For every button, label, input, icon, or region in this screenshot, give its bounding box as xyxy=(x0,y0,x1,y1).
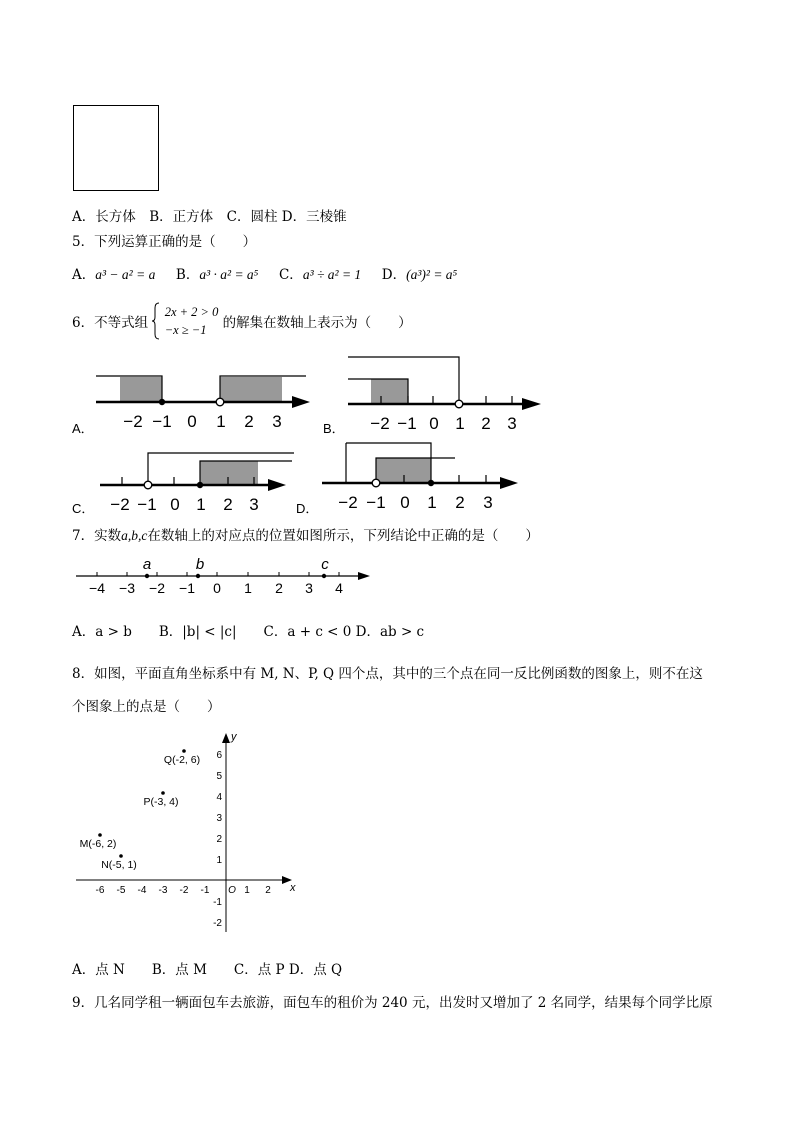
q5-c-expr: a³ ÷ a² = 1 xyxy=(302,267,362,282)
x-tick-label: -5 xyxy=(116,885,126,896)
y-tick-label: 5 xyxy=(216,771,222,782)
y-tick-label: 2 xyxy=(216,834,222,845)
x-tick-label: -6 xyxy=(95,885,105,896)
q5-b-expr: a³ · a² = a⁵ xyxy=(199,267,259,282)
x-tick-label: -1 xyxy=(200,885,210,896)
q5-d-expr: (a³)² = a⁵ xyxy=(406,267,458,282)
x-tick-label: 1 xyxy=(244,885,250,896)
y-tick-label: 4 xyxy=(216,792,222,803)
y-axis-label: y xyxy=(231,731,237,743)
tick-label: −1 xyxy=(179,580,195,596)
q5-stem: 5．下列运算正确的是（ ） xyxy=(72,234,257,250)
tick-label: 3 xyxy=(249,495,259,514)
q6-label-d: D． xyxy=(296,501,319,516)
y-tick-label: 1 xyxy=(216,855,222,866)
point-label: P(-3, 4) xyxy=(143,796,179,808)
q5-b-label: B． xyxy=(175,267,200,283)
y-tick-label: -2 xyxy=(213,918,222,929)
q5-a-label: A． xyxy=(72,267,96,283)
q5-d-label: D． xyxy=(381,267,407,283)
tick-label: 1 xyxy=(427,493,437,512)
tick-label: 4 xyxy=(335,580,343,596)
q6-label-a: A． xyxy=(72,421,94,436)
tick-label: −2 xyxy=(123,412,143,431)
x-tick-label: -2 xyxy=(179,885,189,896)
tick-label: 3 xyxy=(507,414,517,433)
tick-label: 0 xyxy=(213,580,221,596)
q6-label-b: B． xyxy=(323,421,345,436)
data-point xyxy=(119,854,123,858)
q8-options: A．点 N B．点 M C．点 P D．点 Q xyxy=(72,962,343,978)
tick-label: 1 xyxy=(216,412,226,431)
q7-options: A．a > b B．|b| < |c| C．a + c < 0 D．ab > c xyxy=(72,624,425,640)
tick-label: 1 xyxy=(244,580,252,596)
q7-stem-b: 在数轴上的对应点的位置如图所示，下列结论中正确的是（ ） xyxy=(147,528,539,544)
tick-label: −2 xyxy=(338,493,358,512)
q4-options: A．长方体 B．正方体 C．圆柱 D．三棱锥 xyxy=(72,209,347,225)
x-axis-label: x xyxy=(290,882,296,894)
tick-label: 1 xyxy=(196,495,206,514)
tick-label: 0 xyxy=(400,493,410,512)
tick-label: 3 xyxy=(305,580,313,596)
tick-label: 3 xyxy=(483,493,493,512)
y-tick-label: 3 xyxy=(216,813,222,824)
q5-a-expr: a³ − a² = a xyxy=(95,267,156,282)
q8-stem-2: 个图象上的点是（ ） xyxy=(72,699,221,715)
point-label-c: c xyxy=(321,556,329,573)
tick-label: −1 xyxy=(137,495,157,514)
q6-label-c: C． xyxy=(72,501,95,516)
q8-stem-1: 8．如图，平面直角坐标系中有 M, N、P, Q 四个点，其中的三个点在同一反比例函数的图象上，则不在这 xyxy=(72,666,703,682)
tick-label: 0 xyxy=(429,414,439,433)
q6-ineq1: 2x + 2 > 0 xyxy=(164,305,219,319)
point-label: Q(-2, 6) xyxy=(163,754,201,766)
y-tick-label: -1 xyxy=(213,897,222,908)
q6-prefix: 6．不等式组 xyxy=(72,315,149,331)
tick-label: −1 xyxy=(152,412,172,431)
tick-label: 3 xyxy=(272,412,282,431)
q6-suffix: 的解集在数轴上表示为（ ） xyxy=(222,315,412,331)
data-point xyxy=(161,791,165,795)
tick-label: 2 xyxy=(481,414,491,433)
point-label: N(-5, 1) xyxy=(101,859,137,871)
q5-c-label: C． xyxy=(278,267,303,283)
tick-label: 2 xyxy=(244,412,254,431)
tick-label: −4 xyxy=(89,580,105,596)
x-tick-label: -4 xyxy=(137,885,147,896)
tick-label: 0 xyxy=(187,412,197,431)
tick-label: −1 xyxy=(366,493,386,512)
point-label-b: b xyxy=(195,556,205,573)
x-tick-label: -3 xyxy=(158,885,168,896)
tick-label: 2 xyxy=(223,495,233,514)
q9-stem: 9．几名同学租一辆面包车去旅游，面包车的租价为 240 元，出发时又增加了 2 名同学，结果每个同学比原 xyxy=(72,995,713,1011)
q7-stem-a: 7．实数 xyxy=(72,528,122,544)
tick-label: 0 xyxy=(170,495,180,514)
x-tick-label: O xyxy=(228,885,236,896)
tick-label: 2 xyxy=(275,580,283,596)
data-point xyxy=(182,749,186,753)
tick-label: −3 xyxy=(119,580,135,596)
data-point xyxy=(98,833,102,837)
tick-label: 1 xyxy=(455,414,465,433)
tick-label: −2 xyxy=(370,414,390,433)
x-tick-label: 2 xyxy=(265,885,271,896)
tick-label: −1 xyxy=(397,414,417,433)
y-tick-label: 6 xyxy=(216,750,222,761)
q7-vars: a,b,c xyxy=(121,528,148,543)
tick-label: 2 xyxy=(455,493,465,512)
tick-label: −2 xyxy=(110,495,130,514)
q6-ineq2: −x ≥ −1 xyxy=(164,323,207,337)
point-label-a: a xyxy=(142,556,152,573)
tick-label: −2 xyxy=(149,580,165,596)
point-label: M(-6, 2) xyxy=(79,838,117,850)
